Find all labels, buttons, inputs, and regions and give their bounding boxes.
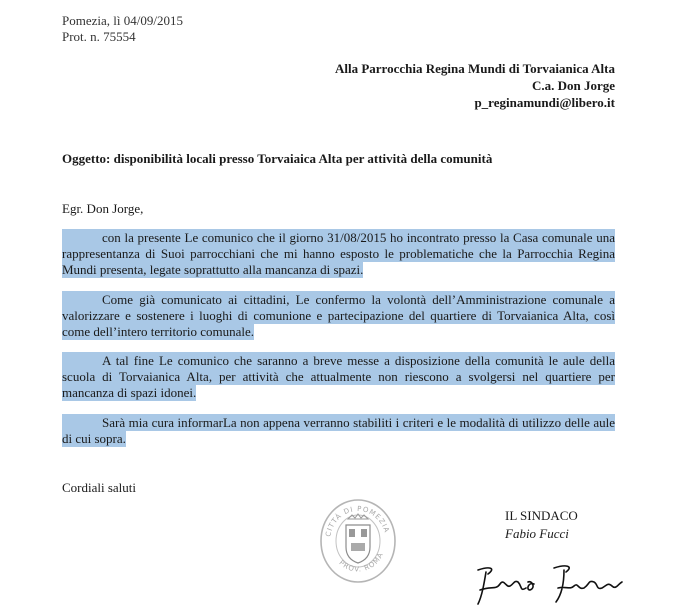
closing: Cordiali saluti <box>62 480 137 495</box>
selected-text <box>62 352 615 401</box>
selected-text <box>62 291 615 340</box>
recipient-email: p_reginamundi@libero.it <box>474 95 615 110</box>
svg-text:CITTÀ DI POMEZIA: CITTÀ DI POMEZIA <box>324 504 391 538</box>
body-paragraph <box>62 353 615 401</box>
greeting: Egr. Don Jorge, <box>62 201 144 216</box>
paragraph-text: con la presente Le comunico che il giorno 31/08/2015 ho incontrato presso la Casa comunale una rappresentanza di Suoi parrocchiani che mi hanno esposto le problematiche che la Parrocchia Regina Mundi presenta, legate soprattutto alla mancanza di spazi. <box>62 230 615 277</box>
paragraph-text: Come già comunicato ai cittadini, Le confermo la volontà dell’Amministrazione comunale a valorizzare e sostenere i luoghi di comunione e partecipazione del quartiere di Torvaianica Alta, così come dell’intero territorio comunale. <box>62 292 615 339</box>
body-paragraph <box>62 230 615 278</box>
paragraph-text: Sarà mia cura informarLa non appena verranno stabiliti i criteri e le modalità di utilizzo delle aule di cui sopra. <box>62 415 615 446</box>
selected-text <box>62 229 615 278</box>
recipient-block <box>335 60 615 111</box>
body-paragraph <box>62 292 615 340</box>
recipient-name: Alla Parrocchia Regina Mundi di Torvaianica Alta <box>334 61 615 76</box>
signatory-name: Fabio Fucci <box>505 526 569 541</box>
protocol-number: Prot. n. 75554 <box>62 29 136 44</box>
subject-line: Oggetto: disponibilità locali presso Torvaiaica Alta per attività della comunità <box>62 151 493 166</box>
signatory-block <box>505 507 578 543</box>
municipal-seal-icon <box>318 495 398 585</box>
place-date: Pomezia, lì 04/09/2015 <box>62 13 183 28</box>
paragraph-text: A tal fine Le comunico che saranno a breve messe a disposizione della comunità le aule della scuola di Torvaianica Alta, per attività che attualmente non riescono a svolgersi nel quartiere per mancanza di spazi idonei. <box>62 353 615 400</box>
body-paragraph <box>62 415 615 447</box>
svg-text:PROV. ROMA: PROV. ROMA <box>337 550 386 574</box>
signatory-title: IL SINDACO <box>505 508 578 523</box>
handwritten-signature <box>470 560 630 610</box>
recipient-attention: C.a. Don Jorge <box>531 78 615 93</box>
selected-text <box>62 414 615 447</box>
